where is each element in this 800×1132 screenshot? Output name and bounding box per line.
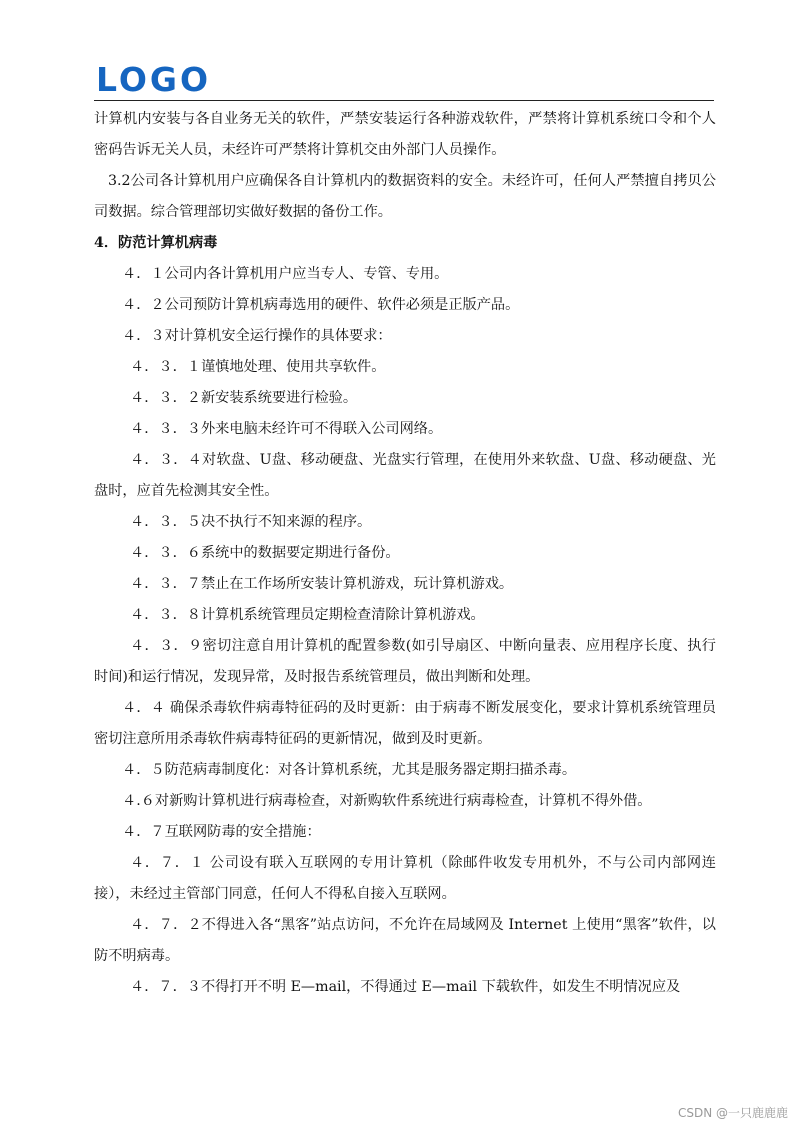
paragraph: 计算机内安装与各自业务无关的软件，严禁安装运行各种游戏软件，严禁将计算机系统口令和个人密码告诉无关人员，未经许可严禁将计算机交由外部门人员操作。 <box>94 111 716 158</box>
paragraph: ４．３．７禁止在工作场所安装计算机游戏，玩计算机游戏。 <box>130 576 514 592</box>
paragraph: ４．７互联网防毒的安全措施： <box>122 824 321 840</box>
paragraph: ４．７．３不得打开不明 E—mail，不得通过 E—mail 下载软件，如发生不明情况应及 <box>130 979 681 995</box>
paragraph: ４．４ 确保杀毒软件病毒特征码的及时更新：由于病毒不断发展变化，要求计算机系统管理员密切注意所用杀毒软件病毒特征码的更新情况，做到及时更新。 <box>94 700 716 747</box>
logo: LOGO <box>96 60 212 99</box>
paragraph: ４．５防范病毒制度化：对各计算机系统，尤其是服务器定期扫描杀毒。 <box>122 762 577 778</box>
paragraph: ４．３．１谨慎地处理、使用共享软件。 <box>130 359 386 375</box>
paragraph: ４．３．６系统中的数据要定期进行备份。 <box>130 545 400 561</box>
paragraph: ４．３．２新安装系统要进行检验。 <box>130 390 358 406</box>
paragraph: ４．７．２不得进入各“黑客”站点访问，不允许在局域网及 Internet 上使用“黑客”软件，以防不明病毒。 <box>94 917 716 964</box>
header-rule <box>94 100 714 101</box>
paragraph: ４．７．１ 公司设有联入互联网的专用计算机（除邮件收发专用机外，不与公司内部网连接），未经过主管部门同意，任何人不得私自接入互联网。 <box>94 855 716 902</box>
paragraph: ４．３．３外来电脑未经许可不得联入公司网络。 <box>130 421 443 437</box>
paragraph: ４．３．９密切注意自用计算机的配置参数(如引导扇区、中断向量表、应用程序长度、执行时间)和运行情况，发现异常，及时报告系统管理员，做出判断和处理。 <box>94 638 716 685</box>
paragraph: ４．３对计算机安全运行操作的具体要求： <box>122 328 392 344</box>
section-heading: 4．防范计算机病毒 <box>94 235 218 251</box>
paragraph: ４．２公司预防计算机病毒选用的硬件、软件必须是正版产品。 <box>122 297 520 313</box>
paragraph: ４.６对新购计算机进行病毒检查，对新购软件系统进行病毒检查，计算机不得外借。 <box>122 793 652 809</box>
paragraph: 3.2公司各计算机用户应确保各自计算机内的数据资料的安全。未经许可，任何人严禁擅自拷贝公司数据。综合管理部切实做好数据的备份工作。 <box>94 173 716 220</box>
paragraph: ４．３．８计算机系统管理员定期检查清除计算机游戏。 <box>130 607 485 623</box>
watermark: CSDN @一只鹿鹿鹿 <box>677 1106 788 1120</box>
paragraph: ４．３．５决不执行不知来源的程序。 <box>130 514 372 530</box>
document-body <box>94 104 716 1003</box>
paragraph: ４．３．４对软盘、U盘、移动硬盘、光盘实行管理，在使用外来软盘、U盘、移动硬盘、光盘时，应首先检测其安全性。 <box>94 452 716 499</box>
paragraph: ４．１公司内各计算机用户应当专人、专管、专用。 <box>122 266 449 282</box>
